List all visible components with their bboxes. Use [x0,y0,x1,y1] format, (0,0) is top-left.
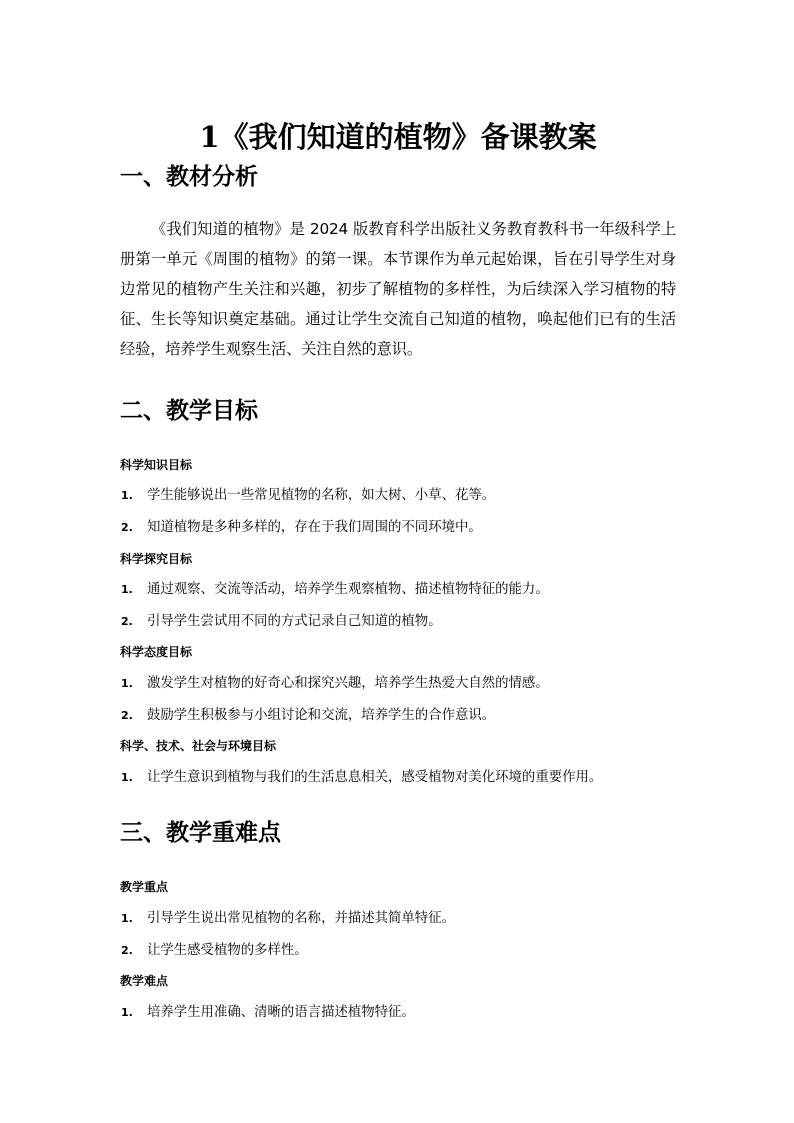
list-item-number: 1. [121,677,133,690]
section-heading-key-difficult-points: 三、教学重难点 [120,819,281,846]
list-item-text: 让学生感受植物的多样性。 [147,943,308,958]
list-item-text: 培养学生用准确、清晰的语言描述植物特征。 [147,1005,415,1020]
document-title: 1《我们知道的植物》备课教案 [199,120,597,155]
list-item-text: 鼓励学生积极参与小组讨论和交流，培养学生的合作意识。 [147,708,496,723]
goal-group-label: 科学知识目标 [120,458,193,472]
section-paragraph-materials-analysis: 《我们知道的植物》是 2024 版教育科学出版社义务教育教科书一年级科学上册第一单元《周围的植物》的第一课。本节课作为单元起始课，旨在引导学生对身边常见的植物产生关注和兴趣，初步了解植物的多样性，为后续深入学习植物的特征、生长等知识奠定基础。通过让学生交流自己知道的植物，唤起他们已有的生活经验，培养学生观察生活、关注自然的意识。 [120,220,676,358]
list-item-text: 引导学生说出常见植物的名称，并描述其简单特征。 [147,911,455,926]
section-heading-teaching-goals: 二、教学目标 [120,397,258,424]
goal-group-label: 科学态度目标 [120,645,193,659]
list-item [120,768,676,788]
list-item-text: 知道植物是多种多样的，存在于我们周围的不同环境中。 [147,520,482,535]
list-item-text: 激发学生对植物的好奇心和探究兴趣，培养学生热爱大自然的情感。 [147,676,549,691]
list-item-number: 1. [121,912,133,925]
list-item-number: 1. [121,583,133,596]
list-item-text: 通过观察、交流等活动，培养学生观察植物、描述植物特征的能力。 [147,582,549,597]
list-item [120,674,676,694]
list-item [120,486,676,506]
list-item-number: 2. [121,709,133,722]
list-item-number: 2. [121,521,133,534]
list-item [120,1003,676,1023]
list-item-text: 让学生意识到植物与我们的生活息息相关，感受植物对美化环境的重要作用。 [147,770,603,785]
list-item-number: 2. [121,944,133,957]
list-item-number: 1. [121,489,133,502]
focus-group-label: 教学重点 [120,880,169,894]
list-item [120,909,676,929]
list-item [120,612,676,632]
list-item-text: 学生能够说出一些常见植物的名称，如大树、小草、花等。 [147,488,496,503]
list-item-number: 1. [121,1006,133,1019]
list-item-text: 引导学生尝试用不同的方式记录自己知道的植物。 [147,614,442,629]
list-item [120,580,676,600]
section-heading-materials-analysis: 一、教材分析 [120,163,258,190]
list-item [120,706,676,726]
list-item [120,941,676,961]
goal-group-label: 科学、技术、社会与环境目标 [120,739,277,753]
list-item-number: 1. [121,771,133,784]
list-item [120,518,676,538]
list-item-number: 2. [121,615,133,628]
focus-group-label: 教学难点 [120,974,169,988]
goal-group-label: 科学探究目标 [120,552,193,566]
